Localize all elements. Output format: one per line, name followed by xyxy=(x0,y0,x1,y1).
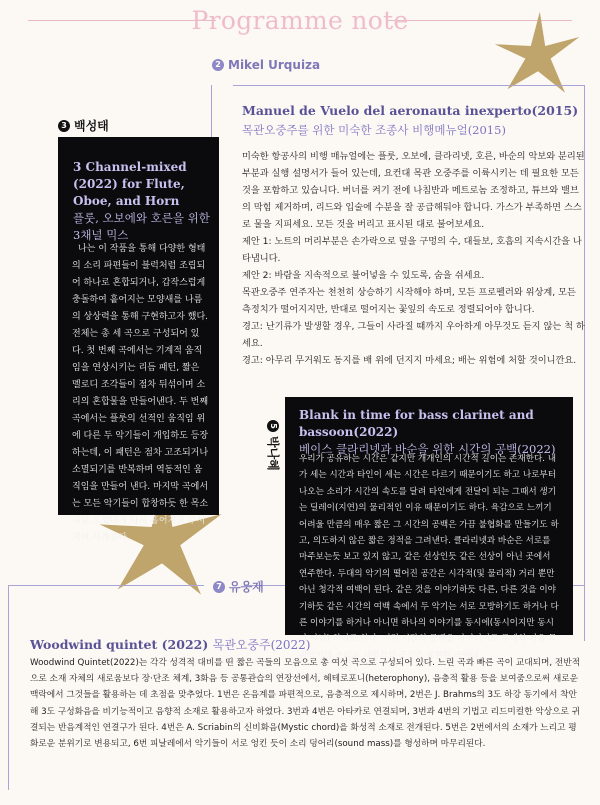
composer-name: 백성태 xyxy=(74,119,109,133)
paragraph: 경고: 아무리 무거워도 동지를 배 위에 던지지 마세요; 배는 위험에 처할 것이니깐요. xyxy=(242,355,577,366)
piece-title-korean: 목관오중주(2022) xyxy=(212,638,311,652)
composer-name: Mikel Urquiza xyxy=(228,58,321,72)
piece-subtitle: 플룻, 오보에와 호른을 위한 3채널 믹스 xyxy=(73,211,210,242)
number-badge: 3 xyxy=(58,120,70,132)
piece-subtitle: 목관오중주를 위한 미숙한 조종사 비행메뉴얼(2015) xyxy=(242,123,506,137)
piece-body: 나는 이 작품을 통해 다양한 형태의 소리 파편들이 블럭처럼 조립되어 하나로 혼합되거나, 갑작스럽게 충돌하여 흩어지는 모양새를 나름의 상상력을 통해 구현하고자 했다. 전체는 총 세 곡으로 구성되어 있다. 첫 번째 곡에서는 기계적 움직임을 연상시키는 리듬 패턴, 짧은 멜로디 조각들이 점차 뒤섞이며 소리의 혼합물을 만들어낸다. 두 번째 곡에서는 플룻의 선적인 움직임 위에 다른 두 악기들이 개입하도 등장하는데, 이 패턴은 점차 고조되거나 소멸되기를 반복하며 역동적인 움직임을 만들어 낸다. 마지막 곡에서는 모든 악기들이 합창하듯 한 목소리로 모였다가 다시 흩어지고 부서지며 사라진다. xyxy=(72,244,209,543)
frame-left-yoo xyxy=(8,585,9,790)
number-badge: 2 xyxy=(212,59,224,71)
paragraph: 경고: 난기류가 발생할 경우, 그들이 사라질 때까지 우아하게 아무것도 듣지 않는 척 하세요. xyxy=(242,321,585,349)
number-badge: 7 xyxy=(213,581,225,593)
piece-subtitle: 베이스 클라리넷과 바순을 위한 시간의 공백(2022) xyxy=(299,442,556,456)
piece-baek-heading xyxy=(73,159,215,244)
piece-yoo-body: Woodwind Quintet(2022)는 각각 성격적 대비를 띤 짧은 곡들의 모음으로 총 여섯 곡으로 구성되어 있다. 느린 곡과 빠른 곡이 교대되며, 전반적으로 소재 자체의 새로움보다 장·단조 체계, 3화음 등 공통관습의 연장선에서, 헤테로포니(heterophony), 음층적 활용 등을 보여줌으로써 새로운 맥락에서 그것들을 활용하는 데 초점을 맞추었다. 1번은 온음계를 파편적으로, 음층적으로 제시하며, 2번은 J. Brahms의 3도 하강 동기에서 착안해 3도 구성화음을 비기능적이고 음향적 소재로 활용하고자 하였다. 3번과 4번은 아타카로 연결되며, 3번과 4번의 기법고 리드미컬한 악상으로 귀결되는 반음계적인 연결구가 된다. 4번은 A. Scriabin의 신비화음(Mystic chord)을 화성적 소재로 전개된다. 5번은 2번에서의 소재가 느리고 평화로운 분위기로 변용되고, 6번 피날레에서 악기들이 서로 엉킨 듯이 소리 덩어리(sound mass)를 형성하며 마무리된다. xyxy=(30,658,581,750)
composer-label-yoo xyxy=(213,578,264,595)
piece-title: 3 Channel-mixed (2022) for Flute, Oboe, and Horn xyxy=(73,160,187,208)
paragraph: 미숙한 항공사의 비행 매뉴얼에는 플룻, 오보에, 클라리넷, 호른, 바순의 악보와 분리된 부분과 실행 설명서가 들어 있는데, 요컨대 목관 오중주를 이륙시키는 데 필요한 모든 것을 포함하고 있습니다. 버너를 켜기 전에 나침반과 메트로놈 조정하고, 튜브와 밸브의 막힘 제거하며, 리드와 입술에 수분을 잘 공급해둬야 합니다. 가스가 부족하면 스스로 물을 지피세요. 모든 것을 버리고 표시된 대로 불어보세요. xyxy=(242,151,585,230)
piece-title: Woodwind quintet (2022) xyxy=(30,637,213,652)
page-title: Programme note xyxy=(191,6,409,35)
piece-urquiza-body xyxy=(242,148,586,369)
piece-title: Manuel de Vuelo del aeronauta inexperto(2015) xyxy=(242,103,579,118)
paragraph: 제안 1: 노트의 머리부분은 손가락으로 덮을 구멍의 수, 대들보, 호흡의 지속시간을 나타냅니다. xyxy=(242,236,582,264)
piece-yoo xyxy=(30,634,585,653)
composer-label-urquiza xyxy=(212,58,320,72)
composer-label-baek xyxy=(58,117,109,134)
paragraph: 목관오중주 연주자는 천천히 상승하기 시작해야 하며, 모든 프로펠러와 위상계, 모든 측정치가 떨어지지만, 반대로 떨어지는 꽃잎의 속도로 정렬되어야 합니다. xyxy=(242,287,576,315)
piece-baek-box xyxy=(58,137,219,543)
composer-label-park xyxy=(265,420,282,471)
paragraph: 제안 2: 바람을 지속적으로 불어넣을 수 있도록, 숨을 쉬세요. xyxy=(242,270,485,281)
piece-park-box xyxy=(285,397,573,661)
composer-name: 유웅재 xyxy=(229,580,264,594)
piece-title: Blank in time for bass clarinet and bassoon(2022) xyxy=(299,408,534,439)
piece-urquiza xyxy=(242,103,582,138)
composer-name: 박나혜 xyxy=(266,436,280,471)
piece-body: 우리가 공유하는 시간은 같지만 개개인의 시간적 길이는 존재한다. 내가 세는 시간과 타인이 세는 시간은 다르기 때문이기도 하고 나로부터 나오는 소리가 시간의 속도를 달려 타인에게 전달이 되는 그때서 생기는 딜레이(지연)의 물리적인 이유 때문이기도 하다. 육감으로 느끼기 어려울 만큼의 매우 짧은 그 시간의 공백은 가끔 불협화를 만들기도 하고, 의도하지 않은 짧은 정적을 그려낸다. 클라리넷과 바순은 서로를 마주보는듯 보고 있지 않고, 같은 선상인듯 같은 선상이 아닌 곳에서 연주한다. 두대의 악기의 떨어진 공간은 시각적(및 물리적) 거리 뿐만 아닌 청각적 여백이 된다. 같은 것을 이야기하듯 다른, 다른 것을 이야기하듯 같은 시간의 여백 속에서 두 악기는 서로 모방하기도 하거나 다른 이야기를 하거나 아니면 하나의 이야기를 동시에(동시이지만 동시가 아닌) 하기도 한다. 이런 시간의 공백을 아이디어로 두대의 저음 목관악기의 소리로 시청각의 공간을 표현한 곡이다. xyxy=(299,454,559,661)
gold-star-top-right-icon xyxy=(488,10,588,100)
frame-top-urquiza xyxy=(233,85,584,86)
number-badge: 5 xyxy=(268,420,280,432)
frame-top-yoo-left xyxy=(8,585,204,586)
